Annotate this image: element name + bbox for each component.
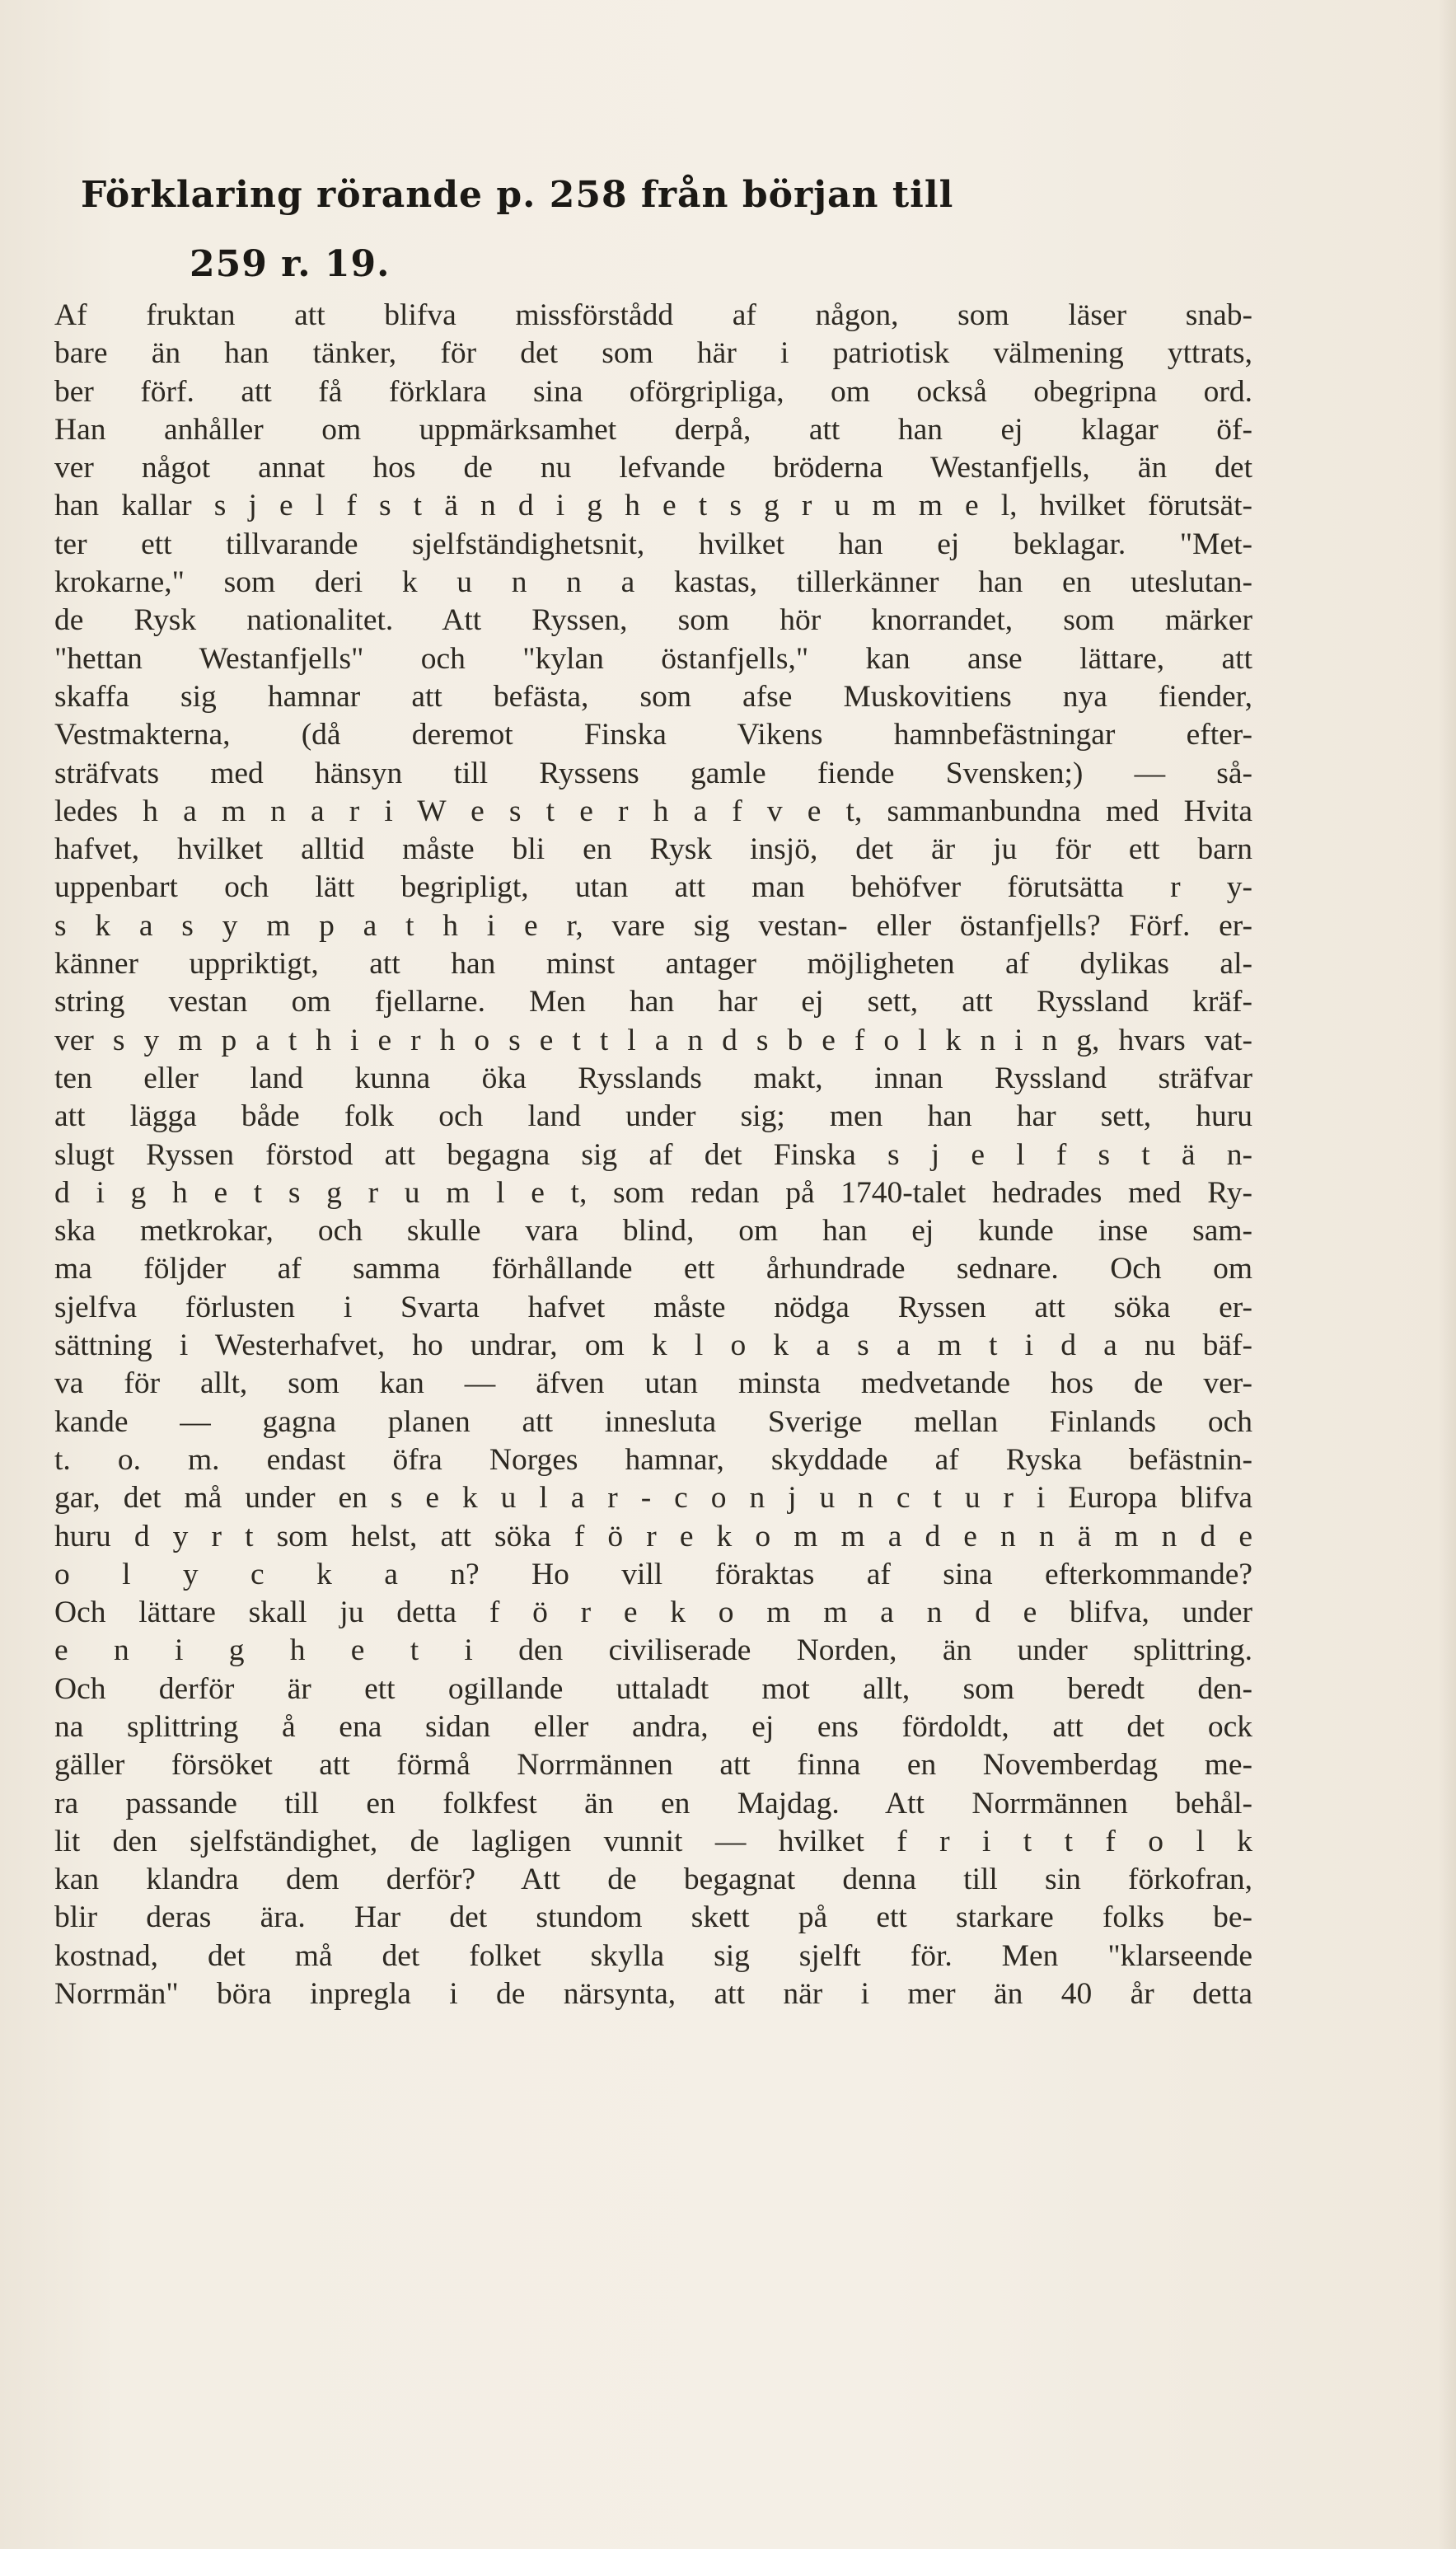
text-line: Norrmän" böra inpregla i de närsynta, att när i mer än 40 år detta <box>54 1977 1252 2012</box>
text-line: blir deras ära. Har det stundom skett på ett starkare folks be- <box>54 1900 1252 1935</box>
text-line: uppenbart och lätt begripligt, utan att man behöfver förutsätta r y- <box>54 870 1252 905</box>
text-line: gar, det må under en s e k u l a r - c o n j u n c t u r i Europa blifva <box>54 1481 1252 1516</box>
page-heading <box>81 161 1251 299</box>
text-line: e n i g h e t i den civiliserade Norden, än under splittring. <box>54 1633 1252 1668</box>
page-edge <box>1438 0 1456 2549</box>
text-line: kande — gagna planen att innesluta Sverige mellan Finlands och <box>54 1404 1252 1439</box>
text-line: s k a s y m p a t h i e r, vare sig vestan- eller östanfjells? Förf. er- <box>54 908 1252 943</box>
text-line: lit den sjelfständighet, de lagligen vunnit — hvilket f r i t t f o l k <box>54 1824 1252 1858</box>
text-line: ma följder af samma förhållande ett århundrade sednare. Och om <box>54 1252 1252 1286</box>
text-line: "hettan Westanfjells" och "kylan östanfjells," kan anse lättare, att <box>54 641 1252 676</box>
text-line: ter ett tillvarande sjelfständighetsnit, hvilket han ej beklagar. "Met- <box>54 527 1252 561</box>
text-line: sträfvats med hänsyn till Ryssens gamle fiende Svensken;) — så- <box>54 756 1252 790</box>
text-line: na splittring å ena sidan eller andra, ej ens fördoldt, att det ock <box>54 1709 1252 1744</box>
text-line: hafvet, hvilket alltid måste bli en Rysk insjö, det är ju för ett barn <box>54 832 1252 867</box>
text-line: va för allt, som kan — äfven utan minsta medvetande hos de ver- <box>54 1366 1252 1401</box>
text-line: ledes h a m n a r i W e s t e r h a f v e t, sammanbundna med Hvita <box>54 794 1252 828</box>
text-line: ten eller land kunna öka Rysslands makt, innan Ryssland sträfvar <box>54 1061 1252 1095</box>
text-line: o l y c k a n? Ho vill föraktas af sina efterkommande? <box>54 1557 1252 1591</box>
text-line: ra passande till en folkfest än en Majdag. Att Norrmännen behål- <box>54 1786 1252 1820</box>
text-line: bare än han tänker, för det som här i patriotisk välmening yttrats, <box>54 336 1252 371</box>
text-line: kostnad, det må det folket skylla sig sjelft för. Men "klarseende <box>54 1938 1252 1973</box>
text-line: känner uppriktigt, att han minst antager möjligheten af dylikas al- <box>54 947 1252 982</box>
text-line: gäller försöket att förmå Norrmännen att finna en Novemberdag me- <box>54 1748 1252 1783</box>
text-line: han kallar s j e l f s t ä n d i g h e t s g r u m m e l, hvilket förutsät- <box>54 489 1252 523</box>
body-text <box>54 297 1252 2013</box>
text-line: slugt Ryssen förstod att begagna sig af det Finska s j e l f s t ä n- <box>54 1137 1252 1172</box>
heading-line-1: Förklaring rörande p. 258 från början till <box>81 174 954 216</box>
text-line: ska metkrokar, och skulle vara blind, om han ej kunde inse sam- <box>54 1214 1252 1249</box>
text-line: Vestmakterna, (då deremot Finska Vikens hamnbefästningar efter- <box>54 718 1252 752</box>
text-line: krokarne," som deri k u n n a kastas, tillerkänner han en uteslutan- <box>54 565 1252 600</box>
text-line: d i g h e t s g r u m l e t, som redan på 1740-talet hedrades med Ry- <box>54 1175 1252 1210</box>
text-line: skaffa sig hamnar att befästa, som afse Muskovitiens nya fiender, <box>54 679 1252 714</box>
heading-line-2: 259 r. 19. <box>190 243 391 285</box>
text-line: string vestan om fjellarne. Men han har ej sett, att Ryssland kräf- <box>54 985 1252 1019</box>
text-line: ber förf. att få förklara sina oförgripliga, om också obegripna ord. <box>54 374 1252 409</box>
text-line: huru d y r t som helst, att söka f ö r e k o m m a d e n n ä m n d e <box>54 1519 1252 1553</box>
text-line: Och derför är ett ogillande uttaladt mot allt, som beredt den- <box>54 1671 1252 1706</box>
text-line: Och lättare skall ju detta f ö r e k o m m a n d e blifva, under <box>54 1595 1252 1630</box>
text-line: Af fruktan att blifva missförstådd af någon, som läser snab- <box>54 298 1252 332</box>
text-line: att lägga både folk och land under sig; men han har sett, huru <box>54 1099 1252 1134</box>
text-line: ver något annat hos de nu lefvande bröderna Westanfjells, än det <box>54 451 1252 485</box>
text-line: de Rysk nationalitet. Att Ryssen, som hör knorrandet, som märker <box>54 603 1252 638</box>
text-line: ver s y m p a t h i e r h o s e t t l a n d s b e f o l k n i n g, hvars vat- <box>54 1023 1252 1057</box>
text-line: sättning i Westerhafvet, ho undrar, om k l o k a s a m t i d a nu bäf- <box>54 1328 1252 1363</box>
text-line: sjelfva förlusten i Svarta hafvet måste nödga Ryssen att söka er- <box>54 1290 1252 1324</box>
text-line: t. o. m. endast öfra Norges hamnar, skyddade af Ryska befästnin- <box>54 1442 1252 1477</box>
text-line: kan klandra dem derför? Att de begagnat denna till sin förkofran, <box>54 1863 1252 1897</box>
text-line: Han anhåller om uppmärksamhet derpå, att han ej klagar öf- <box>54 412 1252 447</box>
